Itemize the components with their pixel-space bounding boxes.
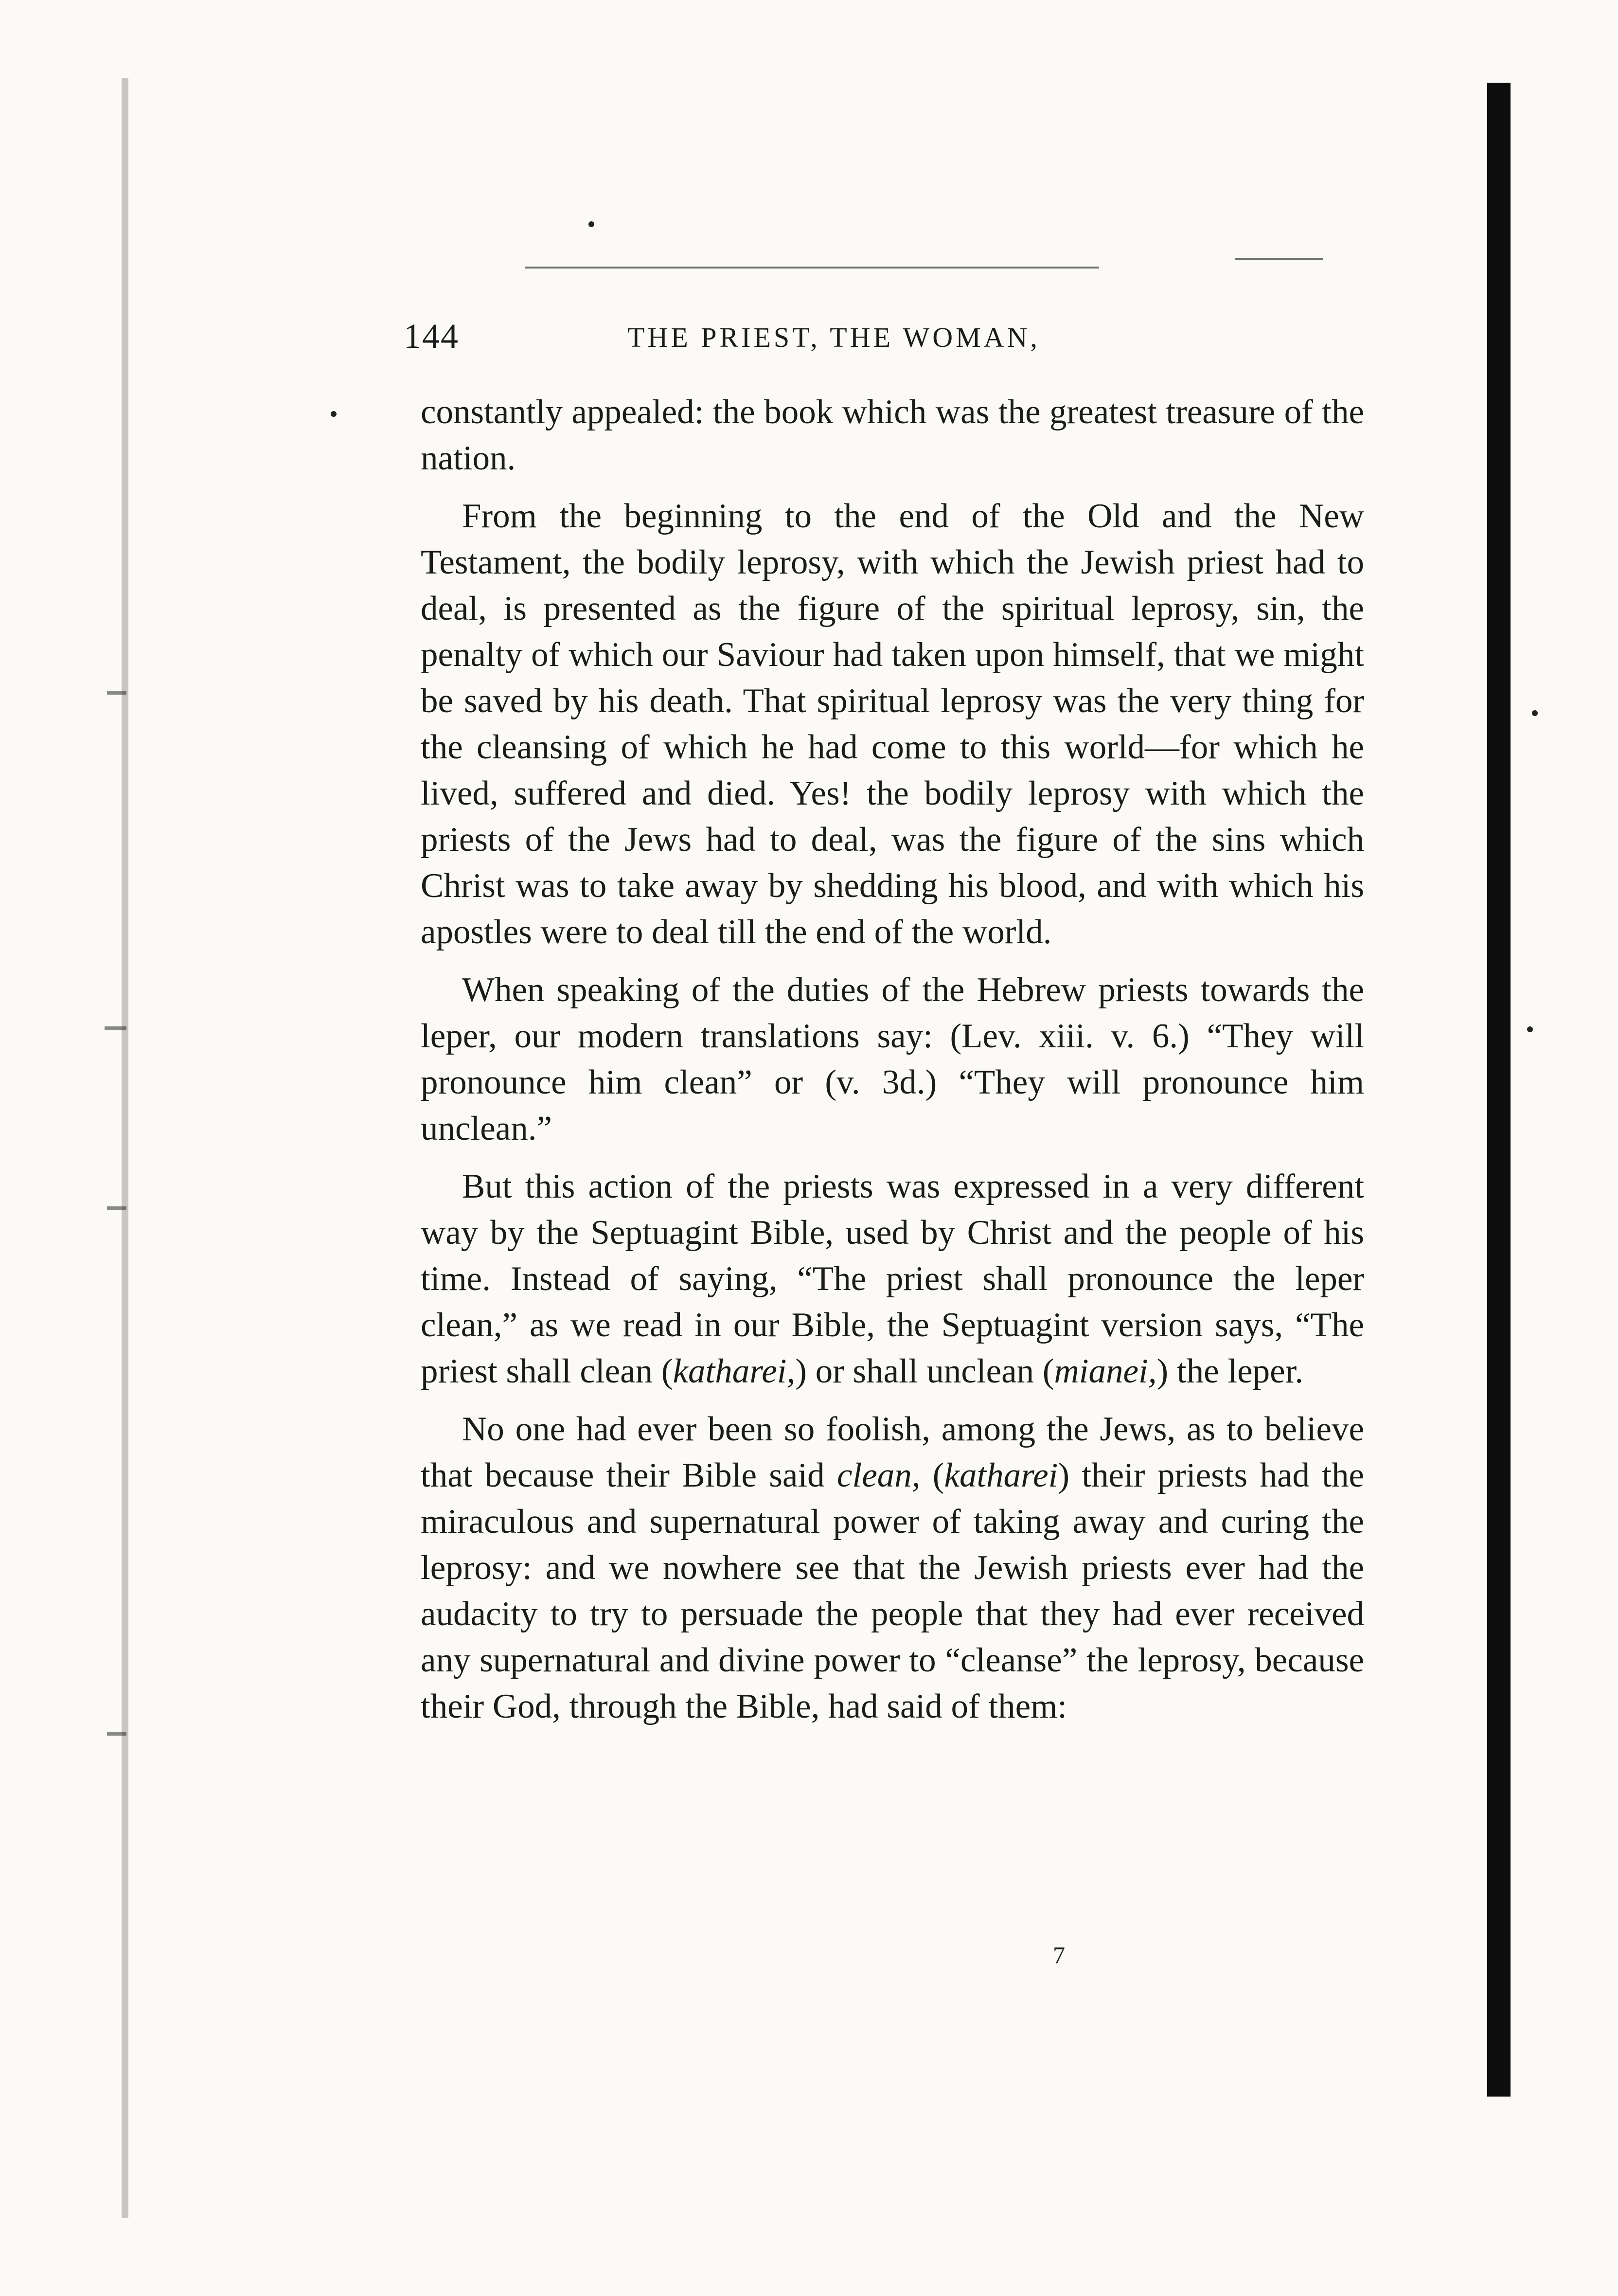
text-run: No one had ever been so foolish, among the Jews, as to believe that because their Bible said (421, 1410, 1364, 1494)
binding-edge-mark (107, 691, 126, 695)
page-header (404, 316, 1444, 375)
paragraph (421, 1164, 1364, 1395)
binding-edge-mark (107, 1206, 126, 1210)
ink-speck (1527, 1026, 1533, 1032)
text-run: ) or shall unclean ( (795, 1352, 1054, 1390)
binding-edge-mark (107, 1732, 126, 1736)
paragraph: When speaking of the duties of the Hebrew priests towards the leper, our modern translations say: (Lev. xiii. v. 6.) “They will pronounce him clean” or (v. 3d.) “They will pronounce him unclean.” (421, 971, 1364, 1148)
paragraph: From the beginning to the end of the Old and the New Testament, the bodily leprosy, with which the Jewish priest had to deal, is presented as the figure of the spiritual leprosy, sin, the penalty of which our Saviour had taken upon himself, that we might be saved by his death. That spiritual leprosy was the very thing for the cleansing of which he had come to this world—for which he lived, suffered and died. Yes! the bodily leprosy with which the priests of the Jews had to deal, was the figure of the sins which Christ was to take away by shedding his blood, and with which his apostles were to deal till the end of the world. (421, 497, 1364, 951)
text-run: ) their priests had the miraculous and supernatural power of taking away and curing the leprosy: and we nowhere see that the Jewish priests ever had the audacity to try to persuade the people that they had ever received any supernatural and divine power to “cleanse” the leprosy, because their God, through the Bible, had said of them: (421, 1456, 1365, 1725)
paragraph (421, 1406, 1364, 1730)
top-rule (1235, 258, 1323, 260)
binding-edge-mark (105, 1026, 126, 1030)
top-rule (525, 267, 1099, 269)
italic-term: katharei (944, 1456, 1058, 1494)
ink-speck (588, 221, 594, 227)
italic-term: katharei, (673, 1352, 796, 1390)
right-page-edge-shadow (1487, 83, 1511, 2097)
page-number: 144 (404, 317, 459, 356)
text-run: ( (920, 1456, 944, 1494)
text-run: ) the leper. (1156, 1352, 1304, 1390)
catchword: 7 (1053, 1941, 1065, 1969)
binding-edge-shadow (122, 78, 128, 2218)
italic-term: clean, (836, 1456, 921, 1494)
ink-speck (1532, 710, 1538, 716)
ink-speck (331, 411, 337, 417)
italic-term: mianei, (1054, 1352, 1157, 1390)
paragraph: constantly appealed: the book which was the greatest treasure of the nation. (421, 393, 1364, 477)
text-run: But this action of the priests was expressed in a very different way by the Septuagint Bible, used by Christ and the people of his time. Instead of saying, “The priest shall pronounce the leper clean,” as we read in our Bible, the Septuagint version says, “The priest shall clean ( (421, 1167, 1364, 1390)
running-head: THE PRIEST, THE WOMAN, (627, 322, 1040, 353)
body-text (421, 389, 1364, 1741)
